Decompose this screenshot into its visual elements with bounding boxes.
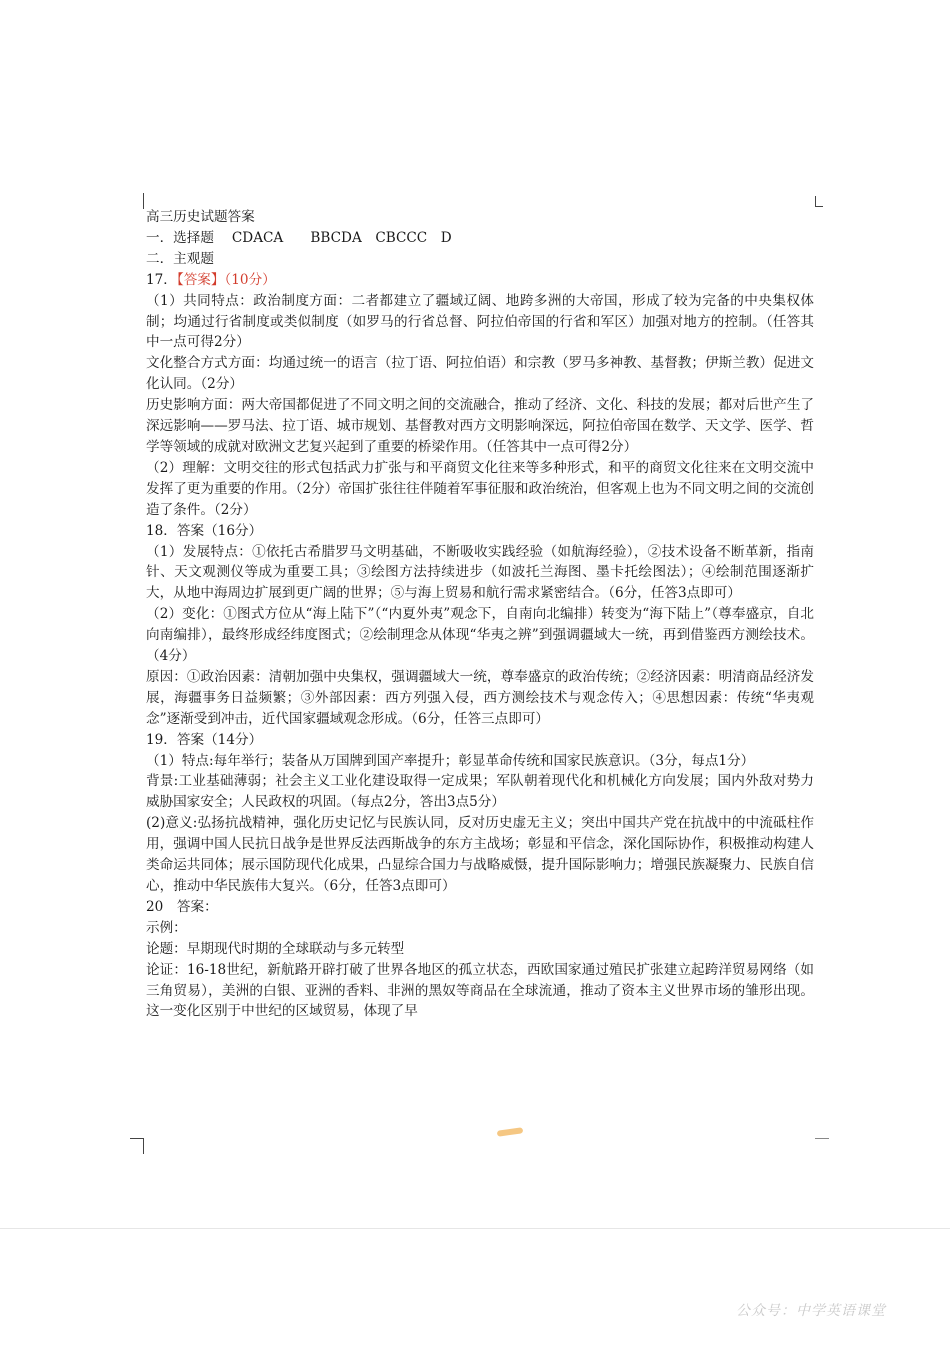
q19-paragraph-3: (2)意义:弘扬抗战精神，强化历史记忆与民族认同，反对历史虚无主义；突出中国共产党在抗战中的中流砥柱作用，强调中国人民抗日战争是世界反法西斯战争的东方主战场；彰显和平信念，深化国际协作，积极推动构建人类命运共同体；展示国防现代化成果，凸显综合国力与战略威慑，提升国际影响力；增强民族凝聚力、民族自信心，推动中华民族伟大复兴。（6分，任答3点即可） <box>146 815 814 894</box>
crop-mark-top-right-h <box>815 206 823 207</box>
scan-page-edge <box>0 1228 950 1229</box>
section-choice <box>146 228 814 249</box>
q19-paragraph-2: 背景:工业基础薄弱；社会主义工业化建设取得一定成果；军队朝着现代化和机械化方向发展；国内外敌对势力威胁国家安全；人民政权的巩固。（每点2分，答出3点5分） <box>146 773 814 811</box>
q17-paragraph-2: 文化整合方式方面：均通过统一的语言（拉丁语、阿拉伯语）和宗教（罗马多神教、基督教；伊斯兰教）促进文化认同。（2分） <box>146 355 814 393</box>
crop-mark-bottom-right <box>815 1138 829 1139</box>
q20-thesis: 论题：早期现代时期的全球联动与多元转型 <box>146 940 405 957</box>
q20-heading: 20 答案： <box>146 898 218 915</box>
q20-example-label: 示例： <box>146 919 187 936</box>
crop-mark-bottom-left <box>130 1138 144 1139</box>
q17-paragraph-3: 历史影响方面：两大帝国都促进了不同文明之间的交流融合，推动了经济、文化、科技的发展；都对后世产生了深远影响——罗马法、拉丁语、城市规划、基督教对西方文明影响深远，阿拉伯帝国在数学、天文学、医学、哲学等领域的成就对欧洲文艺复兴起到了重要的桥梁作用。（任答其中一点可得2分） <box>146 397 814 455</box>
q18-heading: 18．答案（16分） <box>146 522 263 539</box>
q18-paragraph-1: （1）发展特点：①依托古希腊罗马文明基础，不断吸收实践经验（如航海经验），②技术设备不断革新，指南针、天文观测仪等成为重要工具；③绘图方法持续进步（如波托兰海图、墨卡托绘图法）；④绘制范围逐渐扩大，从地中海周边扩展到更广阔的世界；⑤与海上贸易和航行需求紧密结合。（6分，任答3点即可） <box>146 543 814 602</box>
q17-paragraph-4: （2）理解：文明交往的形式包括武力扩张与和平商贸文化往来等多种形式，和平的商贸文化往来在文明交流中发挥了更为重要的作用。（2分）帝国扩张往往伴随着军事征服和政治统治，但客观上也为不同文明之间的交流创造了条件。（2分） <box>146 459 814 518</box>
section-subjective-label: 二．主观题 <box>146 250 214 267</box>
q20-argument: 论证：16-18世纪，新航路开辟打破了世界各地区的孤立状态，西欧国家通过殖民扩张建立起跨洋贸易网络（如三角贸易），美洲的白银、亚洲的香料、非洲的黑奴等商品在全球流通，推动了资本主义世界市场的雏形出现。这一变化区别于中世纪的区域贸易，体现了早 <box>146 961 814 1020</box>
answer-content <box>146 207 814 1022</box>
section-choice-answers: CDACA BBCDA CBCCC D <box>231 229 452 246</box>
crop-mark-top-left <box>143 193 144 209</box>
doc-title: 高三历史试题答案 <box>146 209 255 225</box>
q17-heading <box>146 270 814 291</box>
q17-score: （10分） <box>224 271 276 288</box>
crop-mark-bottom-left-v <box>143 1139 144 1154</box>
watermark-text: 公众号：中学英语课堂 <box>736 1303 886 1319</box>
q19-paragraph-1: （1）特点:每年举行；装备从万国牌到国产率提升；彰显革命传统和国家民族意识。（3分，每点1分） <box>146 752 755 769</box>
q18-paragraph-3: 原因：①政治因素：清朝加强中央集权，强调疆域大一统，尊奉盛京的政治传统；②经济因素：明清商品经济发展，海疆事务日益频繁；③外部因素：西方列强入侵，西方测绘技术与观念传入；④思想因素：传统“华夷观念”逐渐受到冲击，近代国家疆域观念形成。（6分，任答三点即可） <box>146 668 814 727</box>
highlighter-mark <box>497 1127 524 1137</box>
section-choice-label: 一．选择题 <box>146 229 214 246</box>
q17-answer-tag: 【答案】 <box>176 271 225 288</box>
q17-paragraph-1: （1）共同特点：政治制度方面：二者都建立了疆域辽阔、地跨多洲的大帝国，形成了较为完备的中央集权体制；均通过行省制度或类似制度（如罗马的行省总督、阿拉伯帝国的行省和军区）加强对地方的控制。（任答其中一点可得2分） <box>146 292 814 351</box>
q18-paragraph-2: （2）变化：①图式方位从“海上陆下”（“内夏外夷”观念下，自南向北编排）转变为“海下陆上”（尊奉盛京，自北向南编排），最终形成经纬度图式；②绘制理念从体现“华夷之辨”到强调疆域大一统，再到借鉴西方测绘技术。（4分） <box>146 606 814 665</box>
q17-number: 17． <box>146 271 177 288</box>
q19-heading: 19．答案（14分） <box>146 731 263 748</box>
crop-mark-top-right <box>815 196 816 206</box>
